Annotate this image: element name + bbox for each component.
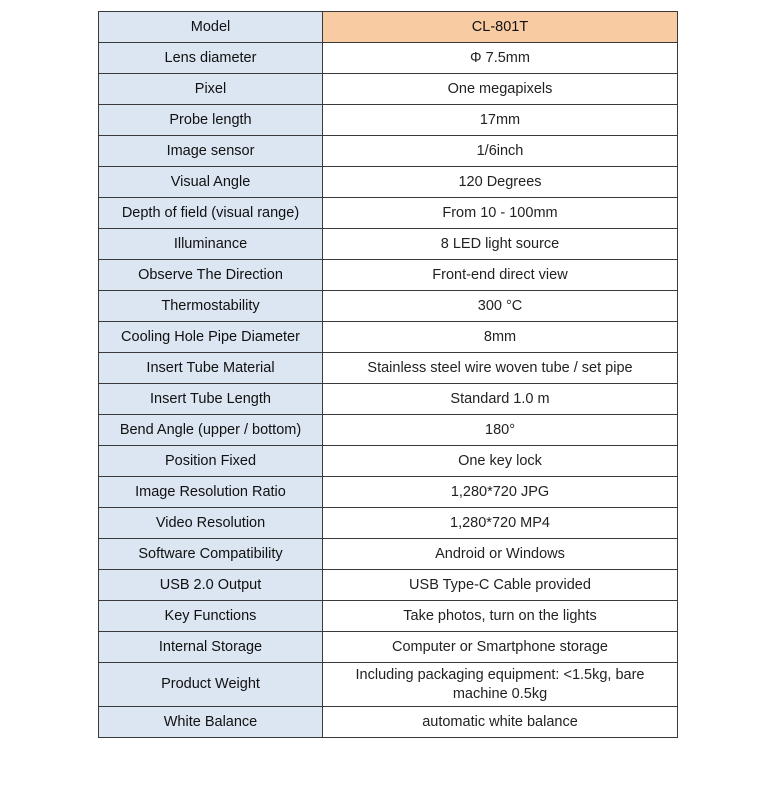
spec-row [99,322,678,353]
spec-row [99,415,678,446]
spec-row [99,136,678,167]
spec-table [98,11,678,738]
spec-label: Pixel [99,74,323,105]
spec-row [99,229,678,260]
spec-value: Android or Windows [323,539,678,570]
spec-value: 1,280*720 MP4 [323,508,678,539]
spec-row [99,74,678,105]
spec-row [99,105,678,136]
spec-label: Insert Tube Length [99,384,323,415]
spec-row [99,632,678,663]
spec-label: Video Resolution [99,508,323,539]
spec-value: 1,280*720 JPG [323,477,678,508]
spec-value: Including packaging equipment: <1.5kg, bare machine 0.5kg [323,663,678,707]
spec-label: Visual Angle [99,167,323,198]
spec-row [99,260,678,291]
spec-label: Software Compatibility [99,539,323,570]
spec-header-label: Model [99,12,323,43]
spec-header-row [99,12,678,43]
spec-row [99,570,678,601]
spec-row [99,384,678,415]
spec-row [99,508,678,539]
spec-label: Probe length [99,105,323,136]
spec-label: Product Weight [99,663,323,707]
spec-row [99,198,678,229]
spec-value: 8mm [323,322,678,353]
spec-value: One megapixels [323,74,678,105]
spec-table-body [99,12,678,738]
spec-value: 180° [323,415,678,446]
spec-value: Standard 1.0 m [323,384,678,415]
spec-value: Front-end direct view [323,260,678,291]
spec-label: Thermostability [99,291,323,322]
spec-row [99,353,678,384]
spec-label: White Balance [99,707,323,738]
spec-label: Lens diameter [99,43,323,74]
spec-row [99,43,678,74]
spec-value: 120 Degrees [323,167,678,198]
spec-value: Take photos, turn on the lights [323,601,678,632]
spec-label: Bend Angle (upper / bottom) [99,415,323,446]
spec-value: One key lock [323,446,678,477]
spec-value: Φ 7.5mm [323,43,678,74]
spec-label: USB 2.0 Output [99,570,323,601]
spec-label: Internal Storage [99,632,323,663]
spec-value: 8 LED light source [323,229,678,260]
spec-row [99,477,678,508]
spec-label: Image Resolution Ratio [99,477,323,508]
spec-row [99,601,678,632]
spec-value: From 10 - 100mm [323,198,678,229]
spec-row [99,446,678,477]
spec-row [99,167,678,198]
spec-row [99,539,678,570]
spec-value: 1/6inch [323,136,678,167]
spec-row [99,663,678,707]
spec-label: Insert Tube Material [99,353,323,384]
spec-label: Observe The Direction [99,260,323,291]
spec-label: Depth of field (visual range) [99,198,323,229]
spec-header-value: CL-801T [323,12,678,43]
spec-value: Computer or Smartphone storage [323,632,678,663]
spec-value: Stainless steel wire woven tube / set pipe [323,353,678,384]
spec-value: USB Type-C Cable provided [323,570,678,601]
spec-value: 300 °C [323,291,678,322]
spec-row [99,291,678,322]
spec-value: automatic white balance [323,707,678,738]
spec-label: Illuminance [99,229,323,260]
spec-row [99,707,678,738]
spec-label: Key Functions [99,601,323,632]
spec-label: Image sensor [99,136,323,167]
spec-label: Cooling Hole Pipe Diameter [99,322,323,353]
spec-value: 17mm [323,105,678,136]
spec-label: Position Fixed [99,446,323,477]
